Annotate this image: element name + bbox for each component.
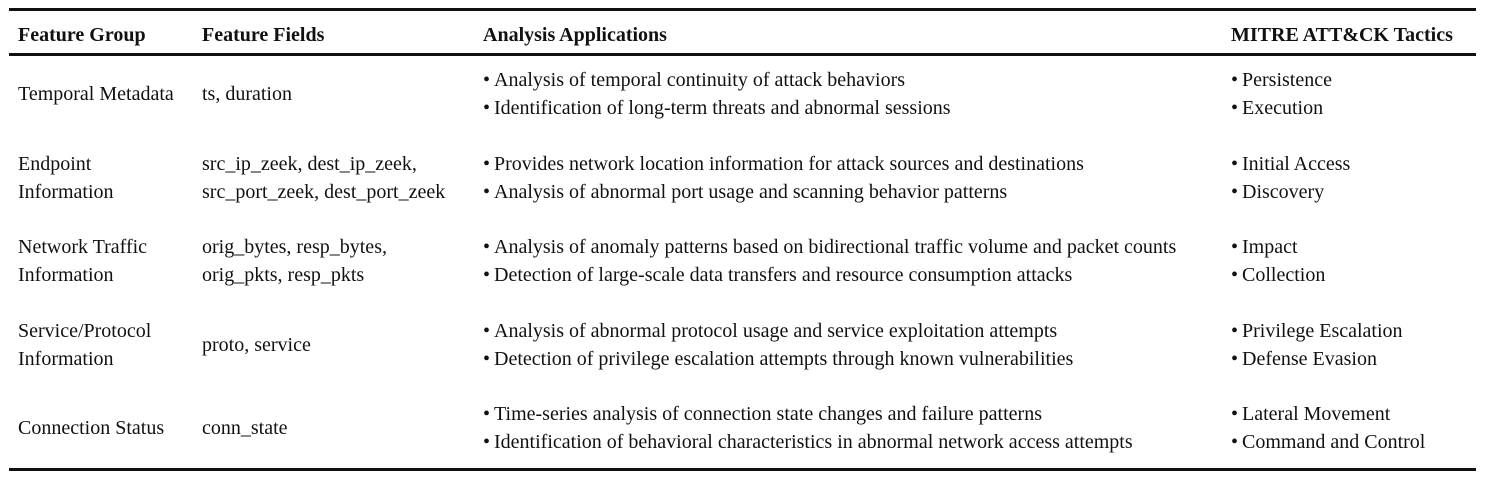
mitre-tactics-cell (1231, 401, 1425, 456)
table-bottom-rule (9, 468, 1476, 471)
feature-group-cell (18, 415, 164, 443)
analysis-applications-cell (483, 318, 1073, 373)
feature-fields-line: src_port_zeek, dest_port_zeek (202, 180, 446, 203)
feature-group-line: Service/Protocol (18, 320, 152, 342)
table-header-rule (9, 53, 1476, 56)
feature-group-line: Temporal Metadata (18, 82, 174, 105)
feature-group-line: Information (18, 263, 114, 286)
analysis-applications-cell (483, 234, 1176, 289)
feature-fields-cell (202, 415, 288, 443)
feature-fields-line: ts, duration (202, 82, 292, 105)
analysis-applications-line: • Detection of large-scale data transfers and resource consumption attacks (483, 262, 1176, 290)
mitre-tactics-line: • Discovery (1231, 179, 1350, 207)
header-feature-group: Feature Group (18, 24, 146, 46)
analysis-applications-line: • Analysis of temporal continuity of attack behaviors (483, 67, 951, 95)
mitre-tactics-line: • Execution (1231, 95, 1332, 123)
feature-group-line: Connection Status (18, 416, 165, 439)
feature-fields-cell (202, 234, 387, 289)
analysis-applications-line: • Analysis of abnormal port usage and scanning behavior patterns (483, 179, 1084, 207)
feature-fields-line: orig_pkts, resp_pkts (202, 263, 365, 286)
feature-group-line: Network Traffic (18, 236, 148, 258)
analysis-applications-cell (483, 67, 951, 122)
mitre-tactics-line: • Defense Evasion (1231, 346, 1403, 374)
feature-fields-line: conn_state (202, 416, 288, 439)
mitre-tactics-line: • Initial Access (1231, 151, 1350, 179)
table-header (9, 11, 1476, 53)
table-row (9, 318, 1476, 373)
mitre-tactics-cell (1231, 234, 1325, 289)
feature-group-line: Information (18, 347, 114, 370)
feature-group-cell (18, 151, 114, 206)
mitre-tactics-line: • Collection (1231, 262, 1325, 290)
analysis-applications-cell (483, 401, 1133, 456)
analysis-applications-line: • Identification of long-term threats and abnormal sessions (483, 95, 951, 123)
analysis-applications-line: • Analysis of abnormal protocol usage and service exploitation attempts (483, 318, 1073, 346)
feature-group-cell (18, 81, 174, 109)
analysis-applications-line: • Identification of behavioral characteristics in abnormal network access attempts (483, 429, 1133, 457)
feature-fields-line: src_ip_zeek, dest_ip_zeek, (202, 153, 417, 175)
analysis-applications-cell (483, 151, 1084, 206)
feature-fields-cell (202, 151, 445, 206)
mitre-tactics-cell (1231, 67, 1332, 122)
feature-fields-cell (202, 81, 292, 109)
mitre-tactics-cell (1231, 151, 1350, 206)
table-row (9, 401, 1476, 456)
analysis-applications-line: • Time-series analysis of connection state changes and failure patterns (483, 401, 1133, 429)
mitre-tactics-line: • Privilege Escalation (1231, 318, 1403, 346)
feature-fields-cell (202, 332, 311, 360)
feature-group-cell (18, 318, 151, 373)
mitre-tactics-line: • Command and Control (1231, 429, 1425, 457)
header-analysis-applications: Analysis Applications (483, 24, 667, 46)
feature-group-line: Information (18, 180, 114, 203)
feature-group-line: Endpoint (18, 153, 92, 175)
mitre-tactics-line: • Persistence (1231, 67, 1332, 95)
table-row (9, 234, 1476, 289)
mitre-tactics-line: • Lateral Movement (1231, 401, 1425, 429)
analysis-applications-line: • Provides network location information for attack sources and destinations (483, 151, 1084, 179)
analysis-applications-line: • Analysis of anomaly patterns based on bidirectional traffic volume and packet counts (483, 234, 1176, 262)
feature-group-cell (18, 234, 147, 289)
feature-fields-line: orig_bytes, resp_bytes, (202, 236, 387, 258)
mitre-tactics-line: • Impact (1231, 234, 1325, 262)
feature-fields-line: proto, service (202, 333, 311, 356)
analysis-applications-line: • Detection of privilege escalation attempts through known vulnerabilities (483, 346, 1073, 374)
table-row (9, 151, 1476, 206)
feature-table (9, 8, 1476, 453)
mitre-tactics-cell (1231, 318, 1403, 373)
header-mitre-tactics: MITRE ATT&CK Tactics (1231, 24, 1453, 46)
table-row (9, 67, 1476, 122)
header-feature-fields: Feature Fields (202, 24, 325, 46)
